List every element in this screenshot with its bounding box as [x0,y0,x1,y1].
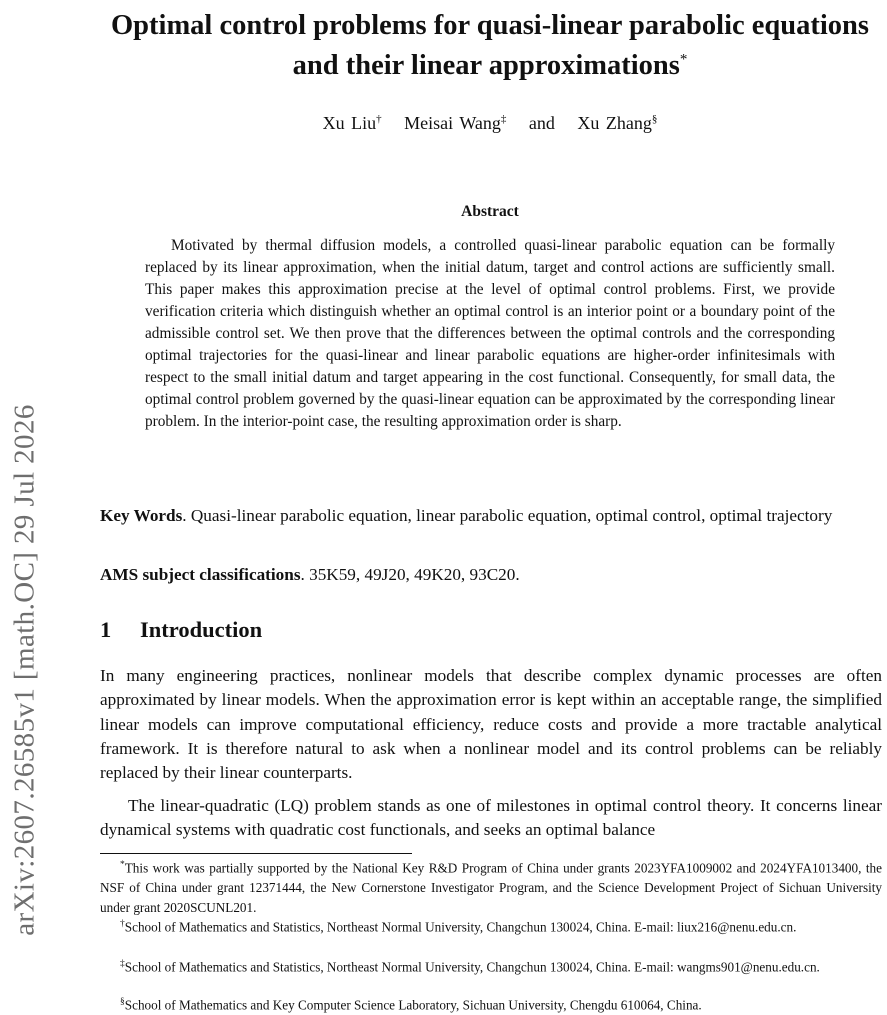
author-list [100,113,880,134]
footnote-rule [100,853,412,854]
section-number: 1 [100,617,112,642]
footnote [100,992,882,1015]
footnote-text: This work was partially supported by the National Key R&D Program of China under grants 2023YFA1009002 and 2024YFA1013400, the NSF of China under grant 12371444, the New Cornerstone Investigator Program, and the Science Development Project of Sichuan University under grant 2020SCUNL201. [100,860,882,916]
footnote-text: School of Mathematics and Key Computer Science Laboratory, Sichuan University, Chengdu 610064, China. [124,997,702,1013]
footnote-mark: ‡ [120,959,125,969]
footnote [100,914,882,937]
ams-codes: . 35K59, 49J20, 49K20, 93C20. [300,565,520,584]
footnote [100,954,882,977]
author-footnote-mark: § [651,113,658,125]
abstract-body: Motivated by thermal diffusion models, a controlled quasi-linear parabolic equation can be formally replaced by its linear approximation, when the initial datum, target and control actions are sufficiently small. This paper makes this approximation precise at the level of optimal control problems. First, we provide verification criteria which distinguish whether an optimal control is an interior point or a boundary point of the admissible control set. We then prove that the differences between the optimal controls and the corresponding optimal trajectories for the quasi-linear and linear parabolic equations are higher-order infinitesimals with respect to the small initial datum and target appearing in the cost functional. Consequently, for small data, the optimal control problem governed by the quasi-linear equation can be approximated by the corresponding linear problem. In the interior-point case, the resulting approximation order is sharp. [145,237,835,430]
section-heading [100,617,262,643]
author-name: Xu Liu [322,113,377,133]
author-name: Xu Zhang [577,113,652,133]
arxiv-identifier-text: arXiv:2607.26585v1 [math.OC] 29 Jul 2026 [8,404,41,936]
author-footnote-mark: † [376,113,382,125]
ams-label: AMS subject classifications [100,565,301,584]
footnote-mark: † [120,919,125,929]
abstract-heading: Abstract [461,203,519,220]
keywords-label: Key Words [100,506,183,525]
body-paragraph: The linear-quadratic (LQ) problem stands as one of milestones in optimal control theory. It concerns linear dynamical systems with quadratic cost functionals, and seeks an optimal balance [100,796,882,840]
paper-title-text: Optimal control problems for quasi-linear parabolic equations and their linear approximations [111,10,869,81]
keywords-text: . Quasi-linear parabolic equation, linear parabolic equation, optimal control, optimal trajectory [182,506,833,525]
footnote-mark: § [120,997,125,1007]
ams-classification-line [100,562,882,587]
arxiv-identifier-watermark [3,350,47,990]
footnote-text: School of Mathematics and Statistics, Northeast Normal University, Changchun 130024, China. E-mail: liux216@nenu.edu.cn. [124,919,797,935]
keywords-line [100,503,882,528]
section-title: Introduction [140,617,263,642]
author-footnote-mark: ‡ [500,113,507,125]
body-paragraph: In many engineering practices, nonlinear models that describe complex dynamic processes are often approximated by linear models. When the approximation error is kept within an acceptable range, the simplified linear models can improve computational efficiency, reduce costs and provide a more tractable analytical framework. It is therefore natural to ask when a nonlinear model and its control problems can be reliably replaced by their linear counterparts. [100,666,882,783]
author-conjunction: and [528,113,555,133]
footnote-mark: * [120,860,125,870]
footnote-text: School of Mathematics and Statistics, Northeast Normal University, Changchun 130024, China. E-mail: wangms901@nenu.edu.cn. [124,959,820,975]
paper-title [100,6,880,86]
author-name: Meisai Wang [404,113,501,133]
title-footnote-mark: * [679,51,688,68]
footnote [100,855,882,918]
